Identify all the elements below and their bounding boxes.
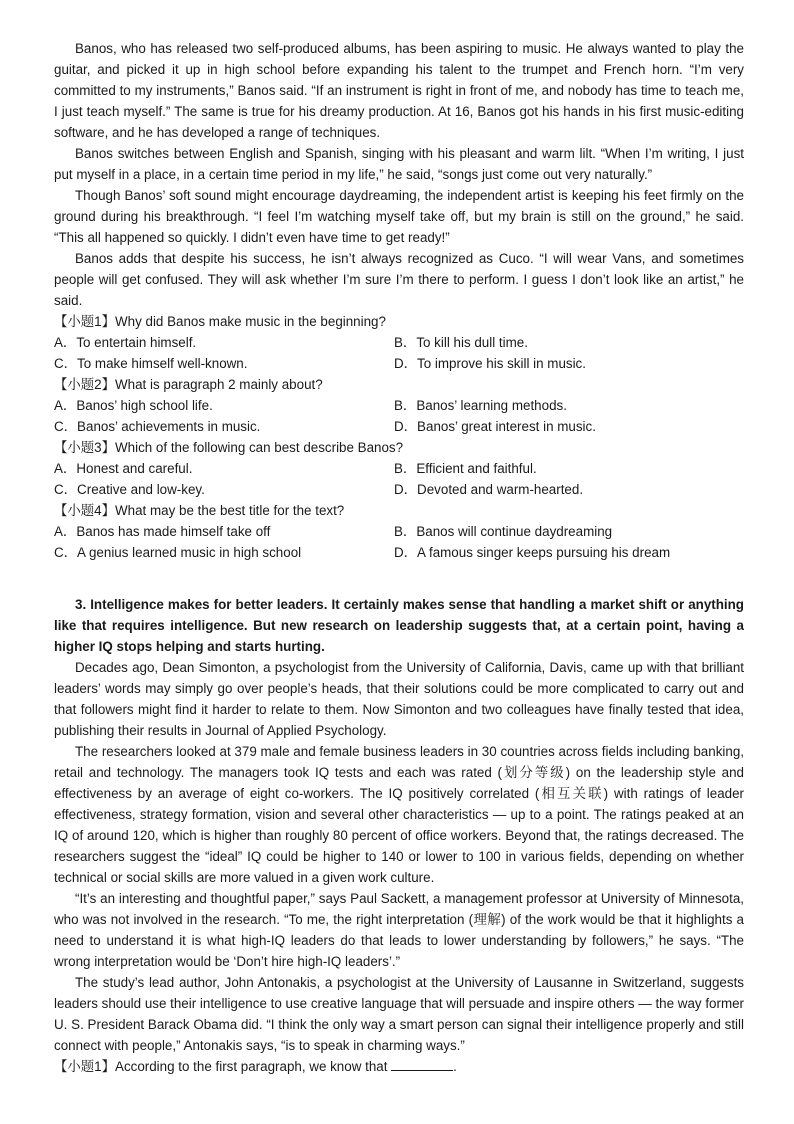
question-stem: 【小题2】What is paragraph 2 mainly about?	[54, 377, 323, 392]
passage-paragraph: The study’s lead author, John Antonakis, a psychologist at the University of Lausanne in Switzerland, suggests leaders should use their intelligence to use creative language that will persuade and inspire others — the way former U. S. President Barack Obama did. “I think the only way a smart person can signal their intelligence properly and still connect with people,” Antonakis says, “is to speak in charming ways.”	[54, 975, 745, 1053]
answer-option: A．Banos’ high school life.	[54, 398, 213, 413]
answer-option: D．Devoted and warm-hearted.	[394, 482, 584, 497]
answer-option: B．Efficient and faithful.	[394, 461, 537, 476]
passage-paragraph: Decades ago, Dean Simonton, a psychologist from the University of California, Davis, came up with that brilliant leaders’ words may simply go over people’s heads, that their solutions could be more complicated to carry out and that followers might find it harder to relate to them. Now Simonton and two colleagues have finally tested that idea, publishing their results in Journal of Applied Psychology.	[54, 660, 744, 738]
question-stem: 【小题4】What may be the best title for the text?	[54, 503, 345, 518]
passage-paragraph: Banos switches between English and Spanish, singing with his pleasant and warm lilt. “When I’m writing, I just put myself in a place, in a certain time period in my life,” he said, “songs just come out very naturally.”	[54, 146, 744, 182]
document-page	[54, 38, 744, 1077]
answer-blank	[391, 1058, 453, 1071]
answer-option: D．To improve his skill in music.	[394, 356, 586, 371]
question-stem: 【小题1】Why did Banos make music in the beginning?	[54, 314, 386, 329]
question-stem	[54, 1056, 744, 1077]
passage-paragraph: Though Banos’ soft sound might encourage daydreaming, the independent artist is keeping his feet firmly on the ground during his breakthrough. “I feel I’m watching myself take off, but my brain is still on the ground,” he said. “This all happened so quickly. I didn’t even have time to get ready!”	[54, 188, 744, 245]
answer-option: B．Banos’ learning methods.	[394, 398, 567, 413]
answer-option: A．Banos has made himself take off	[54, 524, 271, 539]
answer-options	[54, 332, 744, 374]
answer-option: D．Banos’ great interest in music.	[394, 419, 596, 434]
question-stem-text: 【小题1】According to the first paragraph, we know that	[54, 1059, 388, 1074]
answer-option: A．To entertain himself.	[54, 335, 197, 350]
answer-option: C．Creative and low-key.	[54, 482, 205, 497]
passage-paragraph: The researchers looked at 379 male and female business leaders in 30 countries across fields including banking, retail and technology. The managers took IQ tests and each was rated (划分等级) on the leadership style and effectiveness by an average of eight co-workers. The IQ positively correlated (相互关联) with ratings of leader effectiveness, strategy formation, vision and several other characteristics — up to a point. The ratings peaked at an IQ of around 120, which is higher than roughly 80 percent of office workers. Beyond that, the ratings decreased. The researchers suggest the “ideal” IQ could be higher to 140 or lower to 100 in various fields, depending on whether technical or social skills are more valued in a given work culture.	[54, 744, 744, 885]
question-stem-end: .	[453, 1059, 457, 1074]
answer-options	[54, 458, 744, 500]
passage-paragraph: “It’s an interesting and thoughtful paper,” says Paul Sackett, a management professor at University of Minnesota, who was not involved in the research. “To me, the right interpretation (理解) of the work would be that it highlights a need to understand it is what high-IQ leaders do that leads to lower understanding by followers,” he says. “The wrong interpretation would be ‘Don’t hire high-IQ leaders’.”	[54, 891, 744, 969]
answer-options	[54, 521, 744, 563]
answer-option: C．Banos’ achievements in music.	[54, 419, 261, 434]
answer-option: B．Banos will continue daydreaming	[394, 524, 613, 539]
section-heading: 3. Intelligence makes for better leaders. It certainly makes sense that handling a market shift or anything like that requires intelligence. But new research on leadership suggests that, at a certain point, having a higher IQ stops helping and starts hurting.	[54, 597, 744, 654]
passage-paragraph: Banos adds that despite his success, he isn’t always recognized as Cuco. “I will wear Vans, and sometimes people will get confused. They will ask whether I’m sure I’m there to perform. I guess I don’t look like an artist,” he said.	[54, 251, 744, 308]
answer-option: C．A genius learned music in high school	[54, 545, 302, 560]
answer-options	[54, 395, 744, 437]
answer-option: B．To kill his dull time.	[394, 335, 528, 350]
answer-option: C．To make himself well-known.	[54, 356, 248, 371]
section-gap	[54, 563, 744, 594]
question-stem: 【小题3】Which of the following can best describe Banos?	[54, 440, 404, 455]
passage-paragraph: Banos, who has released two self-produced albums, has been aspiring to music. He always wanted to play the guitar, and picked it up in high school before expanding his talent to the trumpet and French horn. “I’m very committed to my instruments,” Banos said. “If an instrument is right in front of me, and nobody has time to teach me, I just teach myself.” The same is true for his dreamy production. At 16, Banos got his hands in his first music-editing software, and he has developed a range of techniques.	[54, 41, 744, 140]
answer-option: A．Honest and careful.	[54, 461, 193, 476]
answer-option: D．A famous singer keeps pursuing his dream	[394, 545, 671, 560]
